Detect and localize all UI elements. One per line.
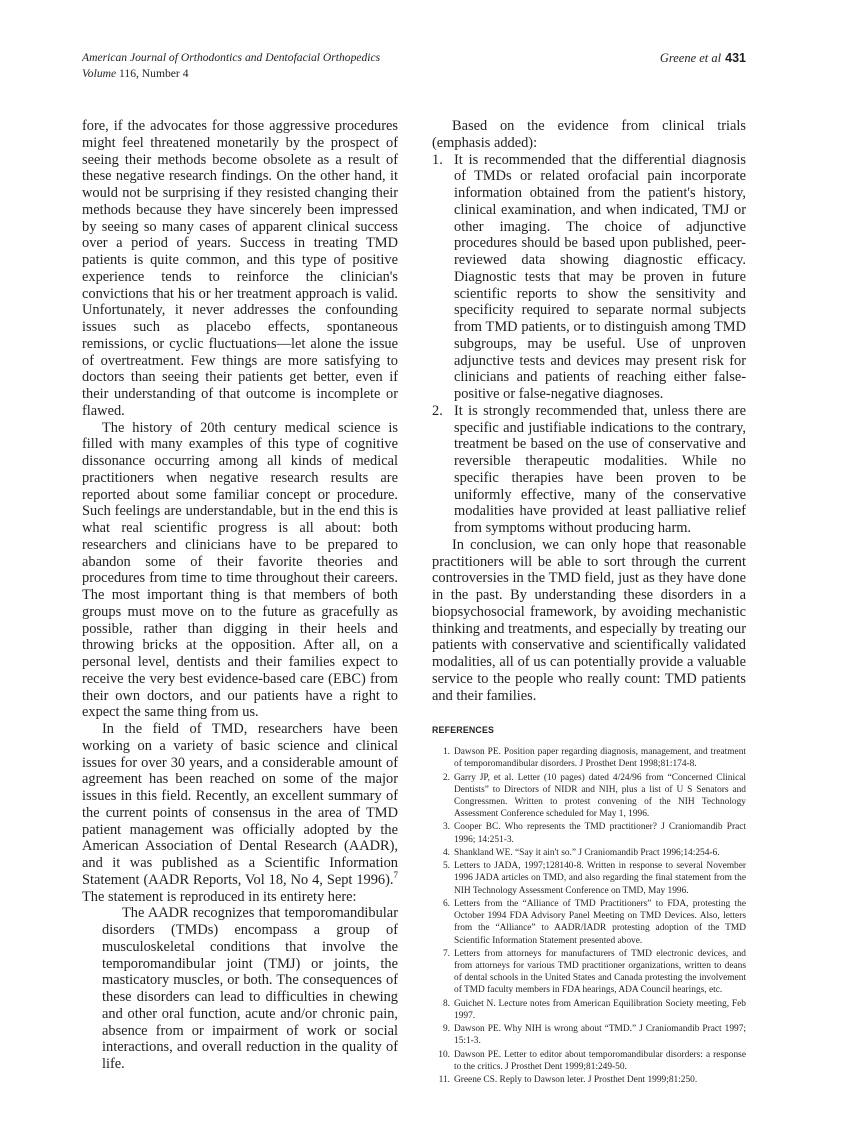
volume-label: Volume (82, 67, 117, 80)
reference-number: 3. (442, 822, 450, 833)
reference-item (432, 746, 746, 770)
reference-number: 6. (442, 898, 450, 909)
reference-item (432, 948, 746, 997)
reference-text: Letters to JADA, 1997;128140-8. Written in response to several November 1996 JADA articles on TMD, and also regarding the final statement from the NIH Technology Assessment Conference on TMD, May 1996. (454, 861, 746, 896)
reference-item (432, 1023, 746, 1047)
item-text: It is strongly recommended that, unless there are specific and justifiable indications to the contrary, treatment be based on the use of conservative and reversible therapeutic modalities. While no specific therapies have been proven to be uniformly effective, many of the conservative modalities have provided at least palliative relief from symptoms without producing harm. (454, 402, 746, 536)
recommendation-list (432, 152, 746, 537)
journal-title: American Journal of Orthodontics and Dentofacial Orthopedics (82, 51, 381, 64)
reference-text: Dawson PE. Why NIH is wrong about “TMD.” J Craniomandib Pract 1997; 15:1-3. (454, 1024, 746, 1047)
recommendation-item (432, 152, 746, 403)
reference-text: Letters from attorneys for manufacturers of TMD electronic devices, and from attorneys for various TMD practitioner organizations, written to deans of dental schools in the United States and Canada protesting the involvement of TMD faculty members in FDA hearings, ADA Council hearings, etc. (454, 948, 746, 996)
reference-item (432, 860, 746, 897)
left-column (82, 118, 398, 1073)
paragraph-text: In the field of TMD, researchers have been working on a variety of basic science and clinical issues for over 30 years, and a considerable amount of agreement has been reached on some of the major issues in this field. Recently, an excellent summary of the current points of consensus in the area of TMD patient management was officially adopted by the American Association of Dental Research (AADR), and it was published as a Scientific Information Statement (AADR Reports, Vol 18, No 4, Sept 1996). (82, 721, 398, 888)
reference-number: 1. (442, 747, 450, 757)
reference-number: 9. (442, 1024, 450, 1035)
reference-item (432, 821, 746, 845)
reference-item (432, 898, 746, 947)
references-heading: REFERENCES (432, 725, 495, 736)
journal-volume (82, 66, 380, 82)
reference-text: Dawson PE. Letter to editor about temporomandibular disorders: a response to the critics. J Prosthet Dent 1999;81:249-50. (454, 1049, 746, 1072)
item-number: 2. (432, 402, 443, 419)
reference-text: Guichet N. Lecture notes from American Equilibration Society meeting, Feb 1997. (454, 998, 746, 1021)
reference-item (432, 1049, 746, 1073)
reference-text: Greene CS. Reply to Dawson leter. J Prosthet Dent 1999;81:250. (454, 1075, 698, 1086)
reference-number: 5. (442, 861, 450, 872)
body-paragraph: Based on the evidence from clinical trials (emphasis added): (432, 118, 746, 151)
aadr-statement-quote: The AADR recognizes that temporomandibular disorders (TMDs) encompass a group of musculoskeletal conditions that involve the temporomandibular joint (TMJ) or joints, the masticatory muscles, or both. The consequences of these disorders can lead to difficulties in chewing and other oral function, acute and/or chronic pain, absence from or impairment of work or social interactions, and overall reduction in the quality of life. (102, 905, 398, 1072)
volume-number: 116, Number 4 (119, 67, 189, 80)
citation-superscript: 7 (393, 869, 398, 880)
reference-item (432, 847, 746, 859)
recommendation-item (432, 403, 746, 537)
running-author: Greene et al (659, 51, 722, 65)
references-list (432, 746, 746, 1086)
right-column (432, 118, 746, 1088)
reference-number: 4. (442, 847, 450, 858)
page-header-right (660, 50, 746, 66)
reference-text: Letters from the “Alliance of TMD Practitioners” to FDA, protesting the October 1994 FDA Advisory Panel Meeting on TMD Devices. Also, letters from the “Alliance” to AADR/IADR protesting adoption of the TMD Scientific Information Statement presented above. (454, 898, 746, 946)
body-paragraph: The history of 20th century medical science is filled with many examples of this type of cognitive dissonance occurring among all kinds of medical practitioners when negative research results are reported about some familiar concept or procedure. Such feelings are understandable, but in the end this is what real scientific progress is all about: both researchers and clinicians have to be prepared to abandon some of their favorite theories and procedures from time to time throughout their careers. The most important thing is that members of both groups must move on to the future as gracefully as possible, rather than digging in their heels and throwing bricks at the opposition. After all, on a personal level, dentists and their families expect to receive the very best evidence-based care (EBC) from their own doctors, and our patients have a right to expect the same thing from us. (82, 419, 398, 721)
body-paragraph (82, 721, 398, 905)
reference-number: 10. (438, 1049, 450, 1060)
reference-item (432, 998, 746, 1022)
reference-text: Cooper BC. Who represents the TMD practitioner? J Craniomandib Pract 1996; 14:251-3. (454, 822, 746, 845)
reference-text: Shankland WE. “Say it ain't so.” J Craniomandib Pract 1996;14:254-6. (454, 847, 720, 858)
reference-text: Garry JP, et al. Letter (10 pages) dated 4/24/96 from “Concerned Clinical Dentists” to Directors of NIDR and NIH, plus a list of U S Senators and Congressmen. Written to protest convening of the NIH Technology Assessment Conference scheduled for May 1, 1996. (454, 772, 746, 820)
reference-text: Dawson PE. Position paper regarding diagnosis, management, and treatment of temporomandibular disorders. J Prosthet Dent 1998;81:174-8. (454, 747, 746, 770)
reference-item (432, 772, 746, 821)
reference-number: 8. (442, 998, 450, 1009)
item-number: 1. (432, 151, 443, 168)
paragraph-text: The statement is reproduced in its entirety here: (82, 888, 357, 905)
item-text: It is recommended that the differential diagnosis of TMDs or related orofacial pain incorporate information obtained from the patient's history, clinical examination, and when indicated, TMJ or other imaging. The choice of adjunctive procedures should be based upon published, peer-reviewed data showing diagnostic efficacy. Diagnostic tests that may be proven in future scientific reports to show the sensitivity and specificity required to separate normal subjects from TMD patients, or to distinguish among TMD subgroups, may be useful. Use of unproven adjunctive tests and devices may present risk for clinicians and patients of reaching either false-positive or false-negative diagnoses. (454, 151, 746, 402)
page-number: 431 (725, 51, 746, 65)
body-paragraph: fore, if the advocates for those aggressive procedures might feel threatened monetarily by the prospect of seeing their methods become obsolete as a result of these negative research findings. On the other hand, it would not be surprising if they resisted changing their methods because they have sincerely been impressed by seeing so many cases of apparent clinical success over a period of years. Success in treating TMD patients is quite common, and this type of positive experience tends to reinforce the clinician's convictions that his or her treatment approach is valid. Unfortunately, it never addresses the confounding issues such as placebo effects, spontaneous remissions, or cyclic fluctuations—let alone the issue of overtreatment. Few things are more satisfying to doctors than seeing their patients get better, even if their understanding of that outcome is incomplete or flawed. (82, 118, 398, 419)
reference-number: 11. (438, 1075, 450, 1086)
journal-citation (82, 50, 380, 82)
reference-number: 7. (442, 948, 450, 959)
conclusion-paragraph: In conclusion, we can only hope that reasonable practitioners will be able to sort through the current controversies in the TMD field, just as they have done in the past. By understanding these disorders in a biopsychosocial framework, by avoiding mechanistic thinking and treatments, and especially by treating our patients with conservative and scientifically validated modalities, all of us can potentially provide a valuable service to the people who really count: TMD patients and their families. (432, 536, 746, 704)
reference-number: 2. (442, 772, 450, 783)
reference-item (432, 1074, 746, 1086)
